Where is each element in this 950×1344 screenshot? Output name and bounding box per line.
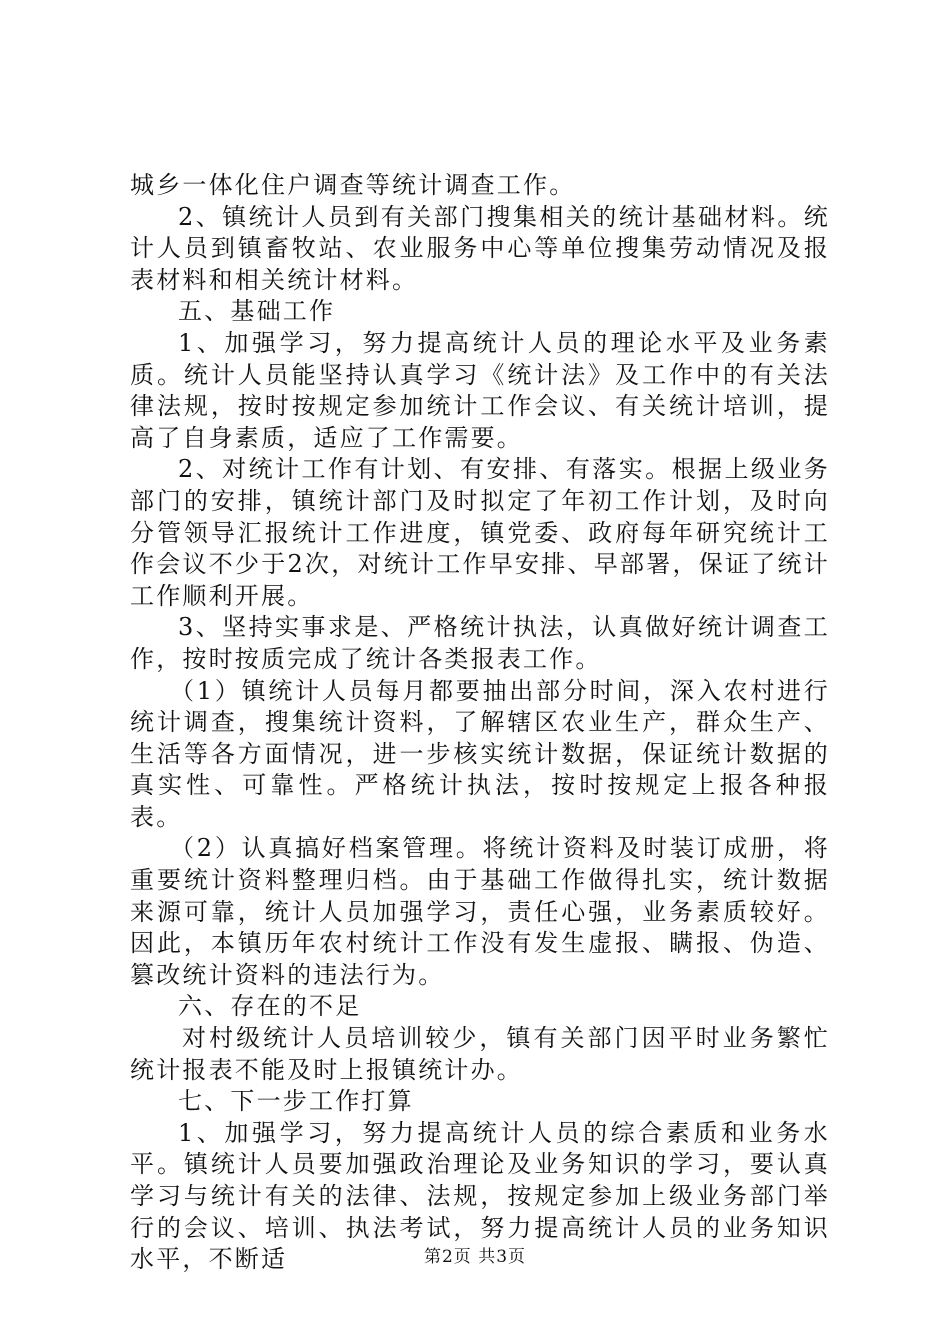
paragraph-item-1-study: 1、加强学习，努力提高统计人员的理论水平及业务素质。统计人员能坚持认真学习《统计法》及工作中的有关法律法规，按时按规定参加统计工作会议、有关统计培训，提高了自身素质，适应了工作需要。 — [130, 328, 830, 452]
paragraph-shortcomings: 对村级统计人员培训较少，镇有关部门因平时业务繁忙统计报表不能及时上报镇统计办。 — [130, 1024, 830, 1084]
paragraph-subitem-1-survey: （1）镇统计人员每月都要抽出部分时间，深入农村进行统计调查，搜集统计资料，了解辖区农业生产，群众生产、生活等各方面情况，进一步核实统计数据，保证统计数据的真实性、可靠性。严格统计执法，按时按规定上报各种报表。 — [130, 676, 830, 831]
paragraph-item-2-collect-materials: 2、镇统计人员到有关部门搜集相关的统计基础材料。统计人员到镇畜牧站、农业服务中心等单位搜集劳动情况及报表材料和相关统计材料。 — [130, 202, 830, 294]
paragraph-next-step-1: 1、加强学习，努力提高统计人员的综合素质和业务水平。镇统计人员要加强政治理论及业务知识的学习，要认真学习与统计有关的法律、法规，按规定参加上级业务部门举行的会议、培训、执法考试，努力提高统计人员的业务知识水平，不断适 — [130, 1118, 830, 1274]
section-heading-basic-work: 五、基础工作 — [178, 297, 336, 326]
page-number-footer: 第2页 共3页 — [423, 1247, 527, 1267]
section-heading-shortcomings: 六、存在的不足 — [178, 992, 362, 1021]
document-body — [130, 170, 830, 1276]
paragraph-continuation: 城乡一体化住户调查等统计调查工作。 — [130, 171, 576, 199]
paragraph-subitem-2-archive: （2）认真搞好档案管理。将统计资料及时装订成册，将重要统计资料整理归档。由于基础工作做得扎实，统计数据来源可靠，统计人员加强学习，责任心强，业务素质较好。因此，本镇历年农村统计工作没有发生虚报、瞒报、伪造、篡改统计资料的违法行为。 — [130, 834, 830, 989]
paragraph-item-3-law-enforcement: 3、坚持实事求是、严格统计执法，认真做好统计调查工作，按时按质完成了统计各类报表工作。 — [130, 613, 830, 673]
paragraph-item-2-planning: 2、对统计工作有计划、有安排、有落实。根据上级业务部门的安排，镇统计部门及时拟定了年初工作计划，及时向分管领导汇报统计工作进度，镇党委、政府每年研究统计工作会议不少于2次，对统计工作早安排、早部署，保证了统计工作顺利开展。 — [130, 455, 830, 610]
section-heading-next-steps: 七、下一步工作打算 — [178, 1087, 414, 1116]
